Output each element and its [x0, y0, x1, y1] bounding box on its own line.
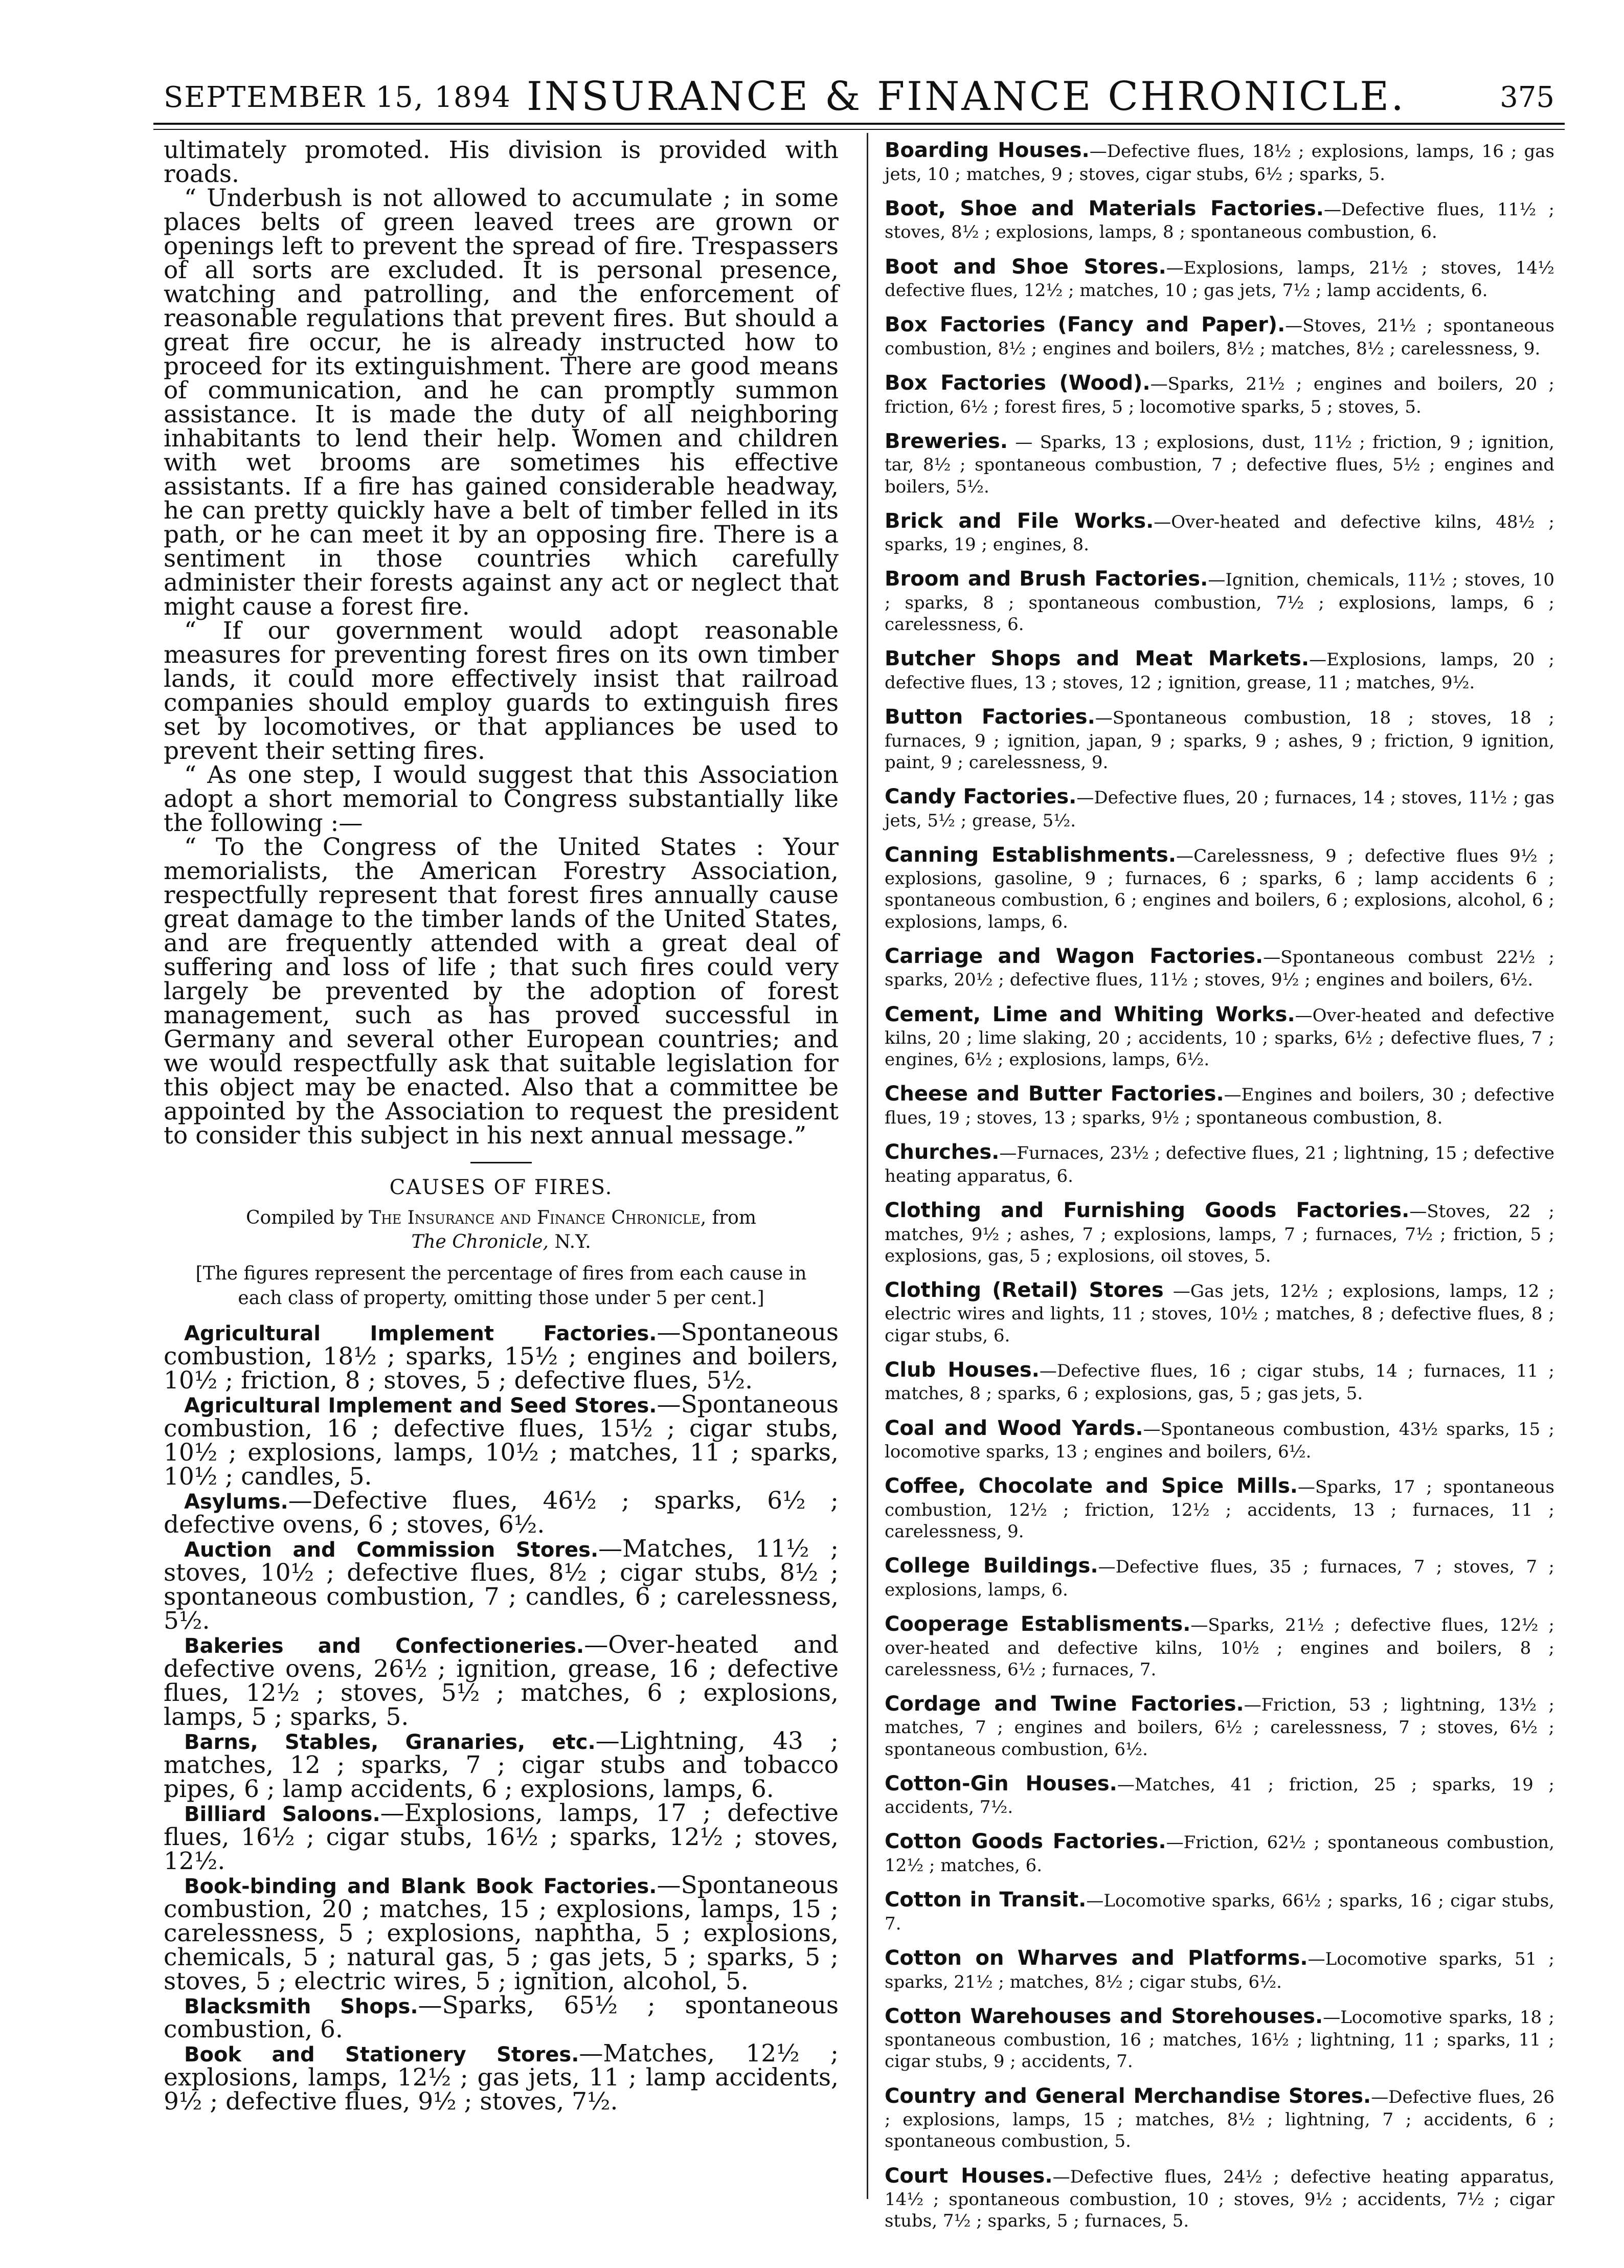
- article-paragraph: “ As one step, I would suggest that this Association adopt a short memorial to Congress substantially like the following :—: [164, 761, 839, 837]
- cause-entry: [164, 1320, 839, 1393]
- cause-details: —Carelessness, 9 ; defective flues 9½ ; explosions, gasoline, 9 ; furnaces, 6 ; sparks, 6 ; lamp accidents 6 ; spontaneous combustion, 6 ; engines and boilers, 6 ; explosions, alcohol, 6 ; explosions, lamps, 6.: [885, 845, 1555, 932]
- cause-heading: Button Factories.: [885, 705, 1095, 729]
- cause-entry: [885, 1416, 1554, 1463]
- cause-heading: Clothing (Retail) Stores: [885, 1278, 1164, 1302]
- cause-entry: [164, 1801, 839, 1873]
- cause-entry: [885, 429, 1554, 498]
- cause-details: —Defective flues, 16 ; cigar stubs, 14 ; furnaces, 11 ; matches, 8 ; sparks, 6 ; explosions, gas, 5 ; gas jets, 5.: [885, 1360, 1554, 1404]
- cause-details: —Defective flues, 26 ; explosions, lamps, 15 ; matches, 8½ ; lightning, 7 ; accidents, 6 ; spontaneous combustion, 5.: [885, 2086, 1554, 2152]
- cause-heading: Court Houses.: [885, 2164, 1053, 2188]
- compiled-by-line: [164, 1206, 839, 1254]
- article-paragraph: “ Underbush is not allowed to accumulate ; in some places belts of green leaved trees are grown or openings left to prevent the spread of fire. Trespassers of all sorts are excluded. It is personal presence, watching and patrolling, and the enforcement of reasonable regulations that prevent fires. But should a great fire occur, he is already instructed how to proceed for its extinguishment. There are good means of communication, and he can promptly summon assistance. It is made the duty of all neighboring inhabitants to lend their help. Women and children with wet brooms are sometimes his effective assistants. If a fire has gained considerable headway, he can pretty quickly have a belt of timber felled in its path, or he can meet it by an opposing fire. There is a sentiment in those countries which carefully administer their forests against any act or neglect that might cause a forest fire.: [164, 184, 839, 621]
- cause-details: —Spontaneous combustion, 18 ; stoves, 18 ; furnaces, 9 ; ignition, japan, 9 ; sparks, 9 ; ashes, 9 ; friction, 9 ignition, paint, 9 ; carelessness, 9.: [885, 708, 1554, 773]
- page-header: [153, 72, 1565, 128]
- cause-entry: [885, 784, 1554, 832]
- cause-details: —Locomotive sparks, 51 ; sparks, 21½ ; matches, 8½ ; cigar stubs, 6½.: [885, 1948, 1555, 1992]
- cause-heading: Cordage and Twine Factories.: [885, 1692, 1244, 1716]
- compiled-source: The Insurance and Finance Chronicle,: [369, 1207, 707, 1228]
- cause-details: —Friction, 62½ ; spontaneous combustion, 12½ ; matches, 6.: [885, 1832, 1555, 1876]
- cause-details: —Defective flues, 18½ ; explosions, lamps, 16 ; gas jets, 10 ; matches, 9 ; stoves, cigar stubs, 6½ ; sparks, 5.: [885, 141, 1554, 185]
- cause-entry: [164, 1390, 839, 1491]
- compiled-place: N.Y.: [554, 1231, 591, 1252]
- cause-heading: Blacksmith Shops.: [184, 1994, 418, 2018]
- cause-heading: Book-binding and Blank Book Factories.: [184, 1874, 657, 1898]
- cause-entry: [885, 1888, 1554, 1935]
- cause-details: —Ignition, chemicals, 11½ ; stoves, 10 ; sparks, 8 ; spontaneous combustion, 7½ ; explosions, lamps, 6 ; carelessness, 6.: [885, 570, 1554, 635]
- cause-heading: Cheese and Butter Factories.: [885, 1082, 1224, 1106]
- cause-heading: Coal and Wood Yards.: [885, 1416, 1143, 1440]
- cause-details: — Sparks, 13 ; explosions, dust, 11½ ; friction, 9 ; ignition, tar, 8½ ; spontaneous combustion, 7 ; defective flues, 5½ ; engines and boilers, 5½.: [885, 432, 1554, 497]
- cause-entry: [164, 1630, 839, 1731]
- cause-details: —Spontaneous combustion, 18½ ; sparks, 15½ ; engines and boilers, 10½ ; friction, 8 ; stoves, 5 ; defective flues, 5½.: [164, 1318, 839, 1395]
- cause-entry: [885, 646, 1554, 693]
- cause-details: —Explosions, lamps, 21½ ; stoves, 14½ defective flues, 12½ ; matches, 10 ; gas jets, 7½ ; lamp accidents, 6.: [885, 257, 1554, 301]
- cause-heading: Box Factories (Wood).: [885, 371, 1151, 395]
- cause-entry: [164, 1873, 839, 1993]
- cause-details: —Defective flues, 46½ ; sparks, 6½ ; defective ovens, 6 ; stoves, 6½.: [164, 1486, 839, 1539]
- cause-details: —Explosions, lamps, 20 ; defective flues, 13 ; stoves, 12 ; ignition, grease, 11 ; matches, 9½.: [885, 649, 1554, 693]
- cause-entry: [164, 1534, 839, 1635]
- cause-heading: Candy Factories.: [885, 784, 1077, 809]
- cause-details: —Spontaneous combust 22½ ; sparks, 20½ ; defective flues, 11½ ; stoves, 9½ ; engines and boilers, 6½.: [885, 947, 1554, 991]
- cause-details: —Matches, 41 ; friction, 25 ; sparks, 19 ; accidents, 7½.: [885, 1774, 1554, 1818]
- cause-heading: Boot and Shoe Stores.: [885, 255, 1166, 279]
- cause-heading: Cotton Warehouses and Storehouses.: [885, 2004, 1323, 2028]
- cause-details: —Sparks, 21½ ; defective flues, 12½ ; over-heated and defective kilns, 10½ ; engines and boilers, 8 ; carelessness, 6½ ; furnaces, 7.: [885, 1614, 1554, 1680]
- section-divider: [470, 1162, 532, 1163]
- cause-list-left: [164, 1320, 839, 2114]
- cause-entry: [164, 2041, 839, 2114]
- issue-date: SEPTEMBER 15, 1894: [164, 81, 511, 114]
- cause-heading: Cement, Lime and Whiting Works.: [885, 1002, 1295, 1026]
- cause-entry: [885, 1474, 1554, 1542]
- cause-entry: [885, 1946, 1554, 1993]
- cause-details: —Defective flues, 35 ; furnaces, 7 ; stoves, 7 ; explosions, lamps, 6.: [885, 1557, 1554, 1600]
- cause-heading: Coffee, Chocolate and Spice Mills.: [885, 1474, 1298, 1498]
- cause-heading: Broom and Brush Factories.: [885, 567, 1208, 591]
- cause-heading: Butcher Shops and Meat Markets.: [885, 647, 1310, 671]
- cause-heading: College Buildings.: [885, 1554, 1098, 1578]
- cause-details: —Over-heated and defective kilns, 20 ; lime slaking, 20 ; accidents, 10 ; sparks, 6½ ; defective flues, 7 ; engines, 6½ ; explosions, lamps, 6½.: [885, 1005, 1554, 1070]
- cause-details: —Matches, 12½ ; explosions, lamps, 12½ ; gas jets, 11 ; lamp accidents, 9½ ; defective flues, 9½ ; stoves, 7½.: [164, 2039, 839, 2116]
- cause-details: —Sparks, 65½ ; spontaneous combustion, 6.: [164, 1991, 839, 2044]
- cause-entry: [885, 196, 1554, 243]
- cause-entry: [164, 1991, 839, 2044]
- cause-entry: [164, 1726, 839, 1803]
- cause-heading: Breweries.: [885, 429, 1008, 453]
- cause-details: —Spontaneous combustion, 43½ sparks, 15 ; locomotive sparks, 13 ; engines and boilers, 6½.: [885, 1419, 1554, 1463]
- cause-entry: [885, 1198, 1554, 1267]
- cause-entry: [164, 1486, 839, 1539]
- cause-details: —Matches, 11½ ; stoves, 10½ ; defective flues, 8½ ; cigar stubs, 8½ ; spontaneous combustion, 7 ; candles, 6 ; carelessness, 5½.: [164, 1534, 839, 1635]
- cause-heading: Billiard Saloons.: [184, 1802, 380, 1826]
- cause-heading: Auction and Commission Stores.: [184, 1538, 599, 1562]
- page-number: 375: [1500, 81, 1554, 114]
- cause-details: —Locomotive sparks, 18 ; spontaneous combustion, 16 ; matches, 16½ ; lightning, 11 ; sparks, 11 ; cigar stubs, 9 ; accidents, 7.: [885, 2007, 1554, 2072]
- cause-heading: Brick and File Works.: [885, 509, 1154, 533]
- cause-heading: Agricultural Implement and Seed Stores.: [184, 1394, 657, 1418]
- cause-details: —Furnaces, 23½ ; defective flues, 21 ; lightning, 15 ; defective heating apparatus, 6.: [885, 1143, 1554, 1186]
- cause-heading: Cotton-Gin Houses.: [885, 1771, 1117, 1795]
- cause-entry: [885, 1002, 1554, 1071]
- cause-heading: Cotton in Transit.: [885, 1888, 1087, 1912]
- cause-entry: [885, 567, 1554, 635]
- cause-details: —Defective flues, 11½ ; stoves, 8½ ; explosions, lamps, 8 ; spontaneous combustion, 6.: [885, 199, 1554, 243]
- cause-heading: Book and Stationery Stores.: [184, 2042, 579, 2067]
- left-column: [164, 138, 839, 2114]
- cause-details: —Over-heated and defective ovens, 26½ ; ignition, grease, 16 ; defective flues, 12½ ; stoves, 5½ ; matches, 6 ; explosions, lamps, 5 ; sparks, 5.: [164, 1630, 839, 1731]
- header-rule-thin: [153, 129, 1565, 130]
- cause-entry: [885, 944, 1554, 991]
- cause-entry: [885, 705, 1554, 773]
- cause-heading: Churches.: [885, 1140, 1000, 1164]
- cause-entry: [885, 1554, 1554, 1601]
- cause-entry: [885, 843, 1554, 933]
- compiled-prefix: Compiled by: [246, 1207, 363, 1228]
- cause-heading: Carriage and Wagon Factories.: [885, 944, 1264, 968]
- section-title: CAUSES OF FIRES.: [389, 1176, 613, 1199]
- cause-entry: [885, 255, 1554, 302]
- cause-details: —Defective flues, 24½ ; defective heating apparatus, 14½ ; spontaneous combustion, 10 ; stoves, 9½ ; accidents, 7½ ; cigar stubs, 7½ ; sparks, 5 ; furnaces, 5.: [885, 2166, 1554, 2232]
- cause-heading: Box Factories (Fancy and Paper).: [885, 313, 1285, 337]
- cause-heading: Cotton Goods Factories.: [885, 1830, 1166, 1854]
- cause-entry: [885, 1140, 1554, 1187]
- cause-details: —Over-heated and defective kilns, 48½ ; sparks, 19 ; engines, 8.: [885, 511, 1554, 555]
- cause-entry: [885, 1278, 1554, 1346]
- cause-details: —Spontaneous combustion, 20 ; matches, 15 ; explosions, lamps, 15 ; carelessness, 5 ; explosions, naphtha, 5 ; explosions, chemicals, 5 ; natural gas, 5 ; gas jets, 5 ; sparks, 5 ; stoves, 5 ; electric wires, 5 ; ignition, alcohol, 5.: [164, 1871, 839, 1995]
- cause-details: —Sparks, 17 ; spontaneous combustion, 12½ ; friction, 12½ ; accidents, 13 ; furnaces, 11 ; carelessness, 9.: [885, 1477, 1555, 1542]
- header-rule: [153, 123, 1565, 125]
- cause-details: —Sparks, 21½ ; engines and boilers, 20 ; friction, 6½ ; forest fires, 5 ; locomotive sparks, 5 ; stoves, 5.: [885, 374, 1555, 417]
- cause-details: —Lightning, 43 ; matches, 12 ; sparks, 7 ; cigar stubs and tobacco pipes, 6 ; lamp accidents, 6 ; explosions, lamps, 6.: [164, 1726, 839, 1803]
- cause-entry: [885, 2004, 1554, 2073]
- cause-heading: Agricultural Implement Factories.: [184, 1321, 657, 1345]
- cause-heading: Boot, Shoe and Materials Factories.: [885, 196, 1324, 220]
- cause-heading: Cooperage Establisments.: [885, 1612, 1191, 1636]
- column-divider: [867, 133, 868, 2199]
- cause-list-right: [885, 138, 1554, 2232]
- cause-entry: [885, 371, 1554, 418]
- cause-details: —Defective flues, 20 ; furnaces, 14 ; stoves, 11½ ; gas jets, 5½ ; grease, 5½.: [885, 787, 1555, 831]
- cause-details: —Explosions, lamps, 17 ; defective flues, 16½ ; cigar stubs, 16½ ; sparks, 12½ ; stoves, 12½.: [164, 1799, 839, 1875]
- cause-entry: [885, 1692, 1554, 1760]
- cause-entry: [885, 2164, 1554, 2232]
- cause-heading: Boarding Houses.: [885, 139, 1090, 162]
- cause-details: —Engines and boilers, 30 ; defective flues, 19 ; stoves, 13 ; sparks, 9½ ; spontaneous combustion, 8.: [885, 1085, 1554, 1129]
- cause-entry: [885, 1358, 1554, 1405]
- cause-heading: Cotton on Wharves and Platforms.: [885, 1946, 1308, 1970]
- article-paragraph: “ If our government would adopt reasonable measures for preventing forest fires on its own timber lands, it could more effectively insist that railroad companies should employ guards to extinguish fires set by locomotives, or that appliances be used to prevent their setting fires.: [164, 617, 839, 765]
- cause-entry: [885, 312, 1554, 360]
- cause-details: —Gas jets, 12½ ; explosions, lamps, 12 ; electric wires and lights, 11 ; stoves, 10½ ; matches, 8 ; defective flues, 8 ; cigar stubs, 6.: [885, 1281, 1554, 1346]
- cause-details: —Stoves, 21½ ; spontaneous combustion, 8½ ; engines and boilers, 8½ ; matches, 8½ ; carelessness, 9.: [885, 316, 1555, 359]
- compiled-publication: The Chronicle,: [411, 1231, 549, 1252]
- cause-details: —Locomotive sparks, 66½ ; sparks, 16 ; cigar stubs, 7.: [885, 1891, 1554, 1934]
- cause-entry: [885, 1082, 1554, 1129]
- cause-heading: Asylums.: [184, 1490, 288, 1514]
- cause-heading: Club Houses.: [885, 1358, 1040, 1382]
- cause-heading: Clothing and Furnishing Goods Factories.: [885, 1198, 1410, 1222]
- cause-details: —Stoves, 22 ; matches, 9½ ; ashes, 7 ; explosions, lamps, 7 ; furnaces, 7½ ; friction, 5 ; explosions, gas, 5 ; explosions, oil stoves, 5.: [885, 1201, 1555, 1266]
- cause-heading: Barns, Stables, Granaries, etc.: [184, 1730, 596, 1754]
- right-column: [885, 138, 1554, 2243]
- cause-details: —Spontaneous combustion, 16 ; defective flues, 15½ ; cigar stubs, 10½ ; explosions, lamps, 10½ ; matches, 11 ; sparks, 10½ ; candles, 5.: [164, 1390, 839, 1491]
- cause-entry: [885, 509, 1554, 556]
- publication-title: INSURANCE & FINANCE CHRONICLE.: [527, 74, 1406, 120]
- cause-entry: [885, 1771, 1554, 1818]
- compiled-from: from: [712, 1207, 756, 1228]
- cause-entry: [885, 1612, 1554, 1680]
- cause-heading: Bakeries and Confectioneries.: [184, 1634, 584, 1658]
- article-paragraph: ultimately promoted. His division is provided with roads.: [164, 136, 839, 188]
- cause-heading: Canning Establishments.: [885, 843, 1177, 867]
- cause-details: —Friction, 53 ; lightning, 13½ ; matches, 7 ; engines and boilers, 6½ ; carelessness, 7 ; stoves, 6½ ; spontaneous combustion, 6½.: [885, 1694, 1555, 1760]
- cause-entry: [885, 2084, 1554, 2152]
- article-paragraph: “ To the Congress of the United States : Your memorialists, the American Forestry Association, respectfully represent that forest fires annually cause great damage to the timber lands of the United States, and are frequently attended with a great deal of suffering and loss of life ; that such fires could very largely be prevented by the adoption of forest management, such as has proved successful in Germany and several other European countries; and we would respectfully ask that suitable legislation for this object may be enacted. Also that a committee be appointed by the Association to request the president to consider this subject in his next annual message.”: [164, 833, 839, 1150]
- figures-note: [The figures represent the percentage of fires from each cause in each class of property, omitting those under 5 per cent.]: [195, 1263, 807, 1309]
- cause-entry: [885, 138, 1554, 185]
- cause-entry: [885, 1829, 1554, 1876]
- cause-heading: Country and General Merchandise Stores.: [885, 2084, 1371, 2108]
